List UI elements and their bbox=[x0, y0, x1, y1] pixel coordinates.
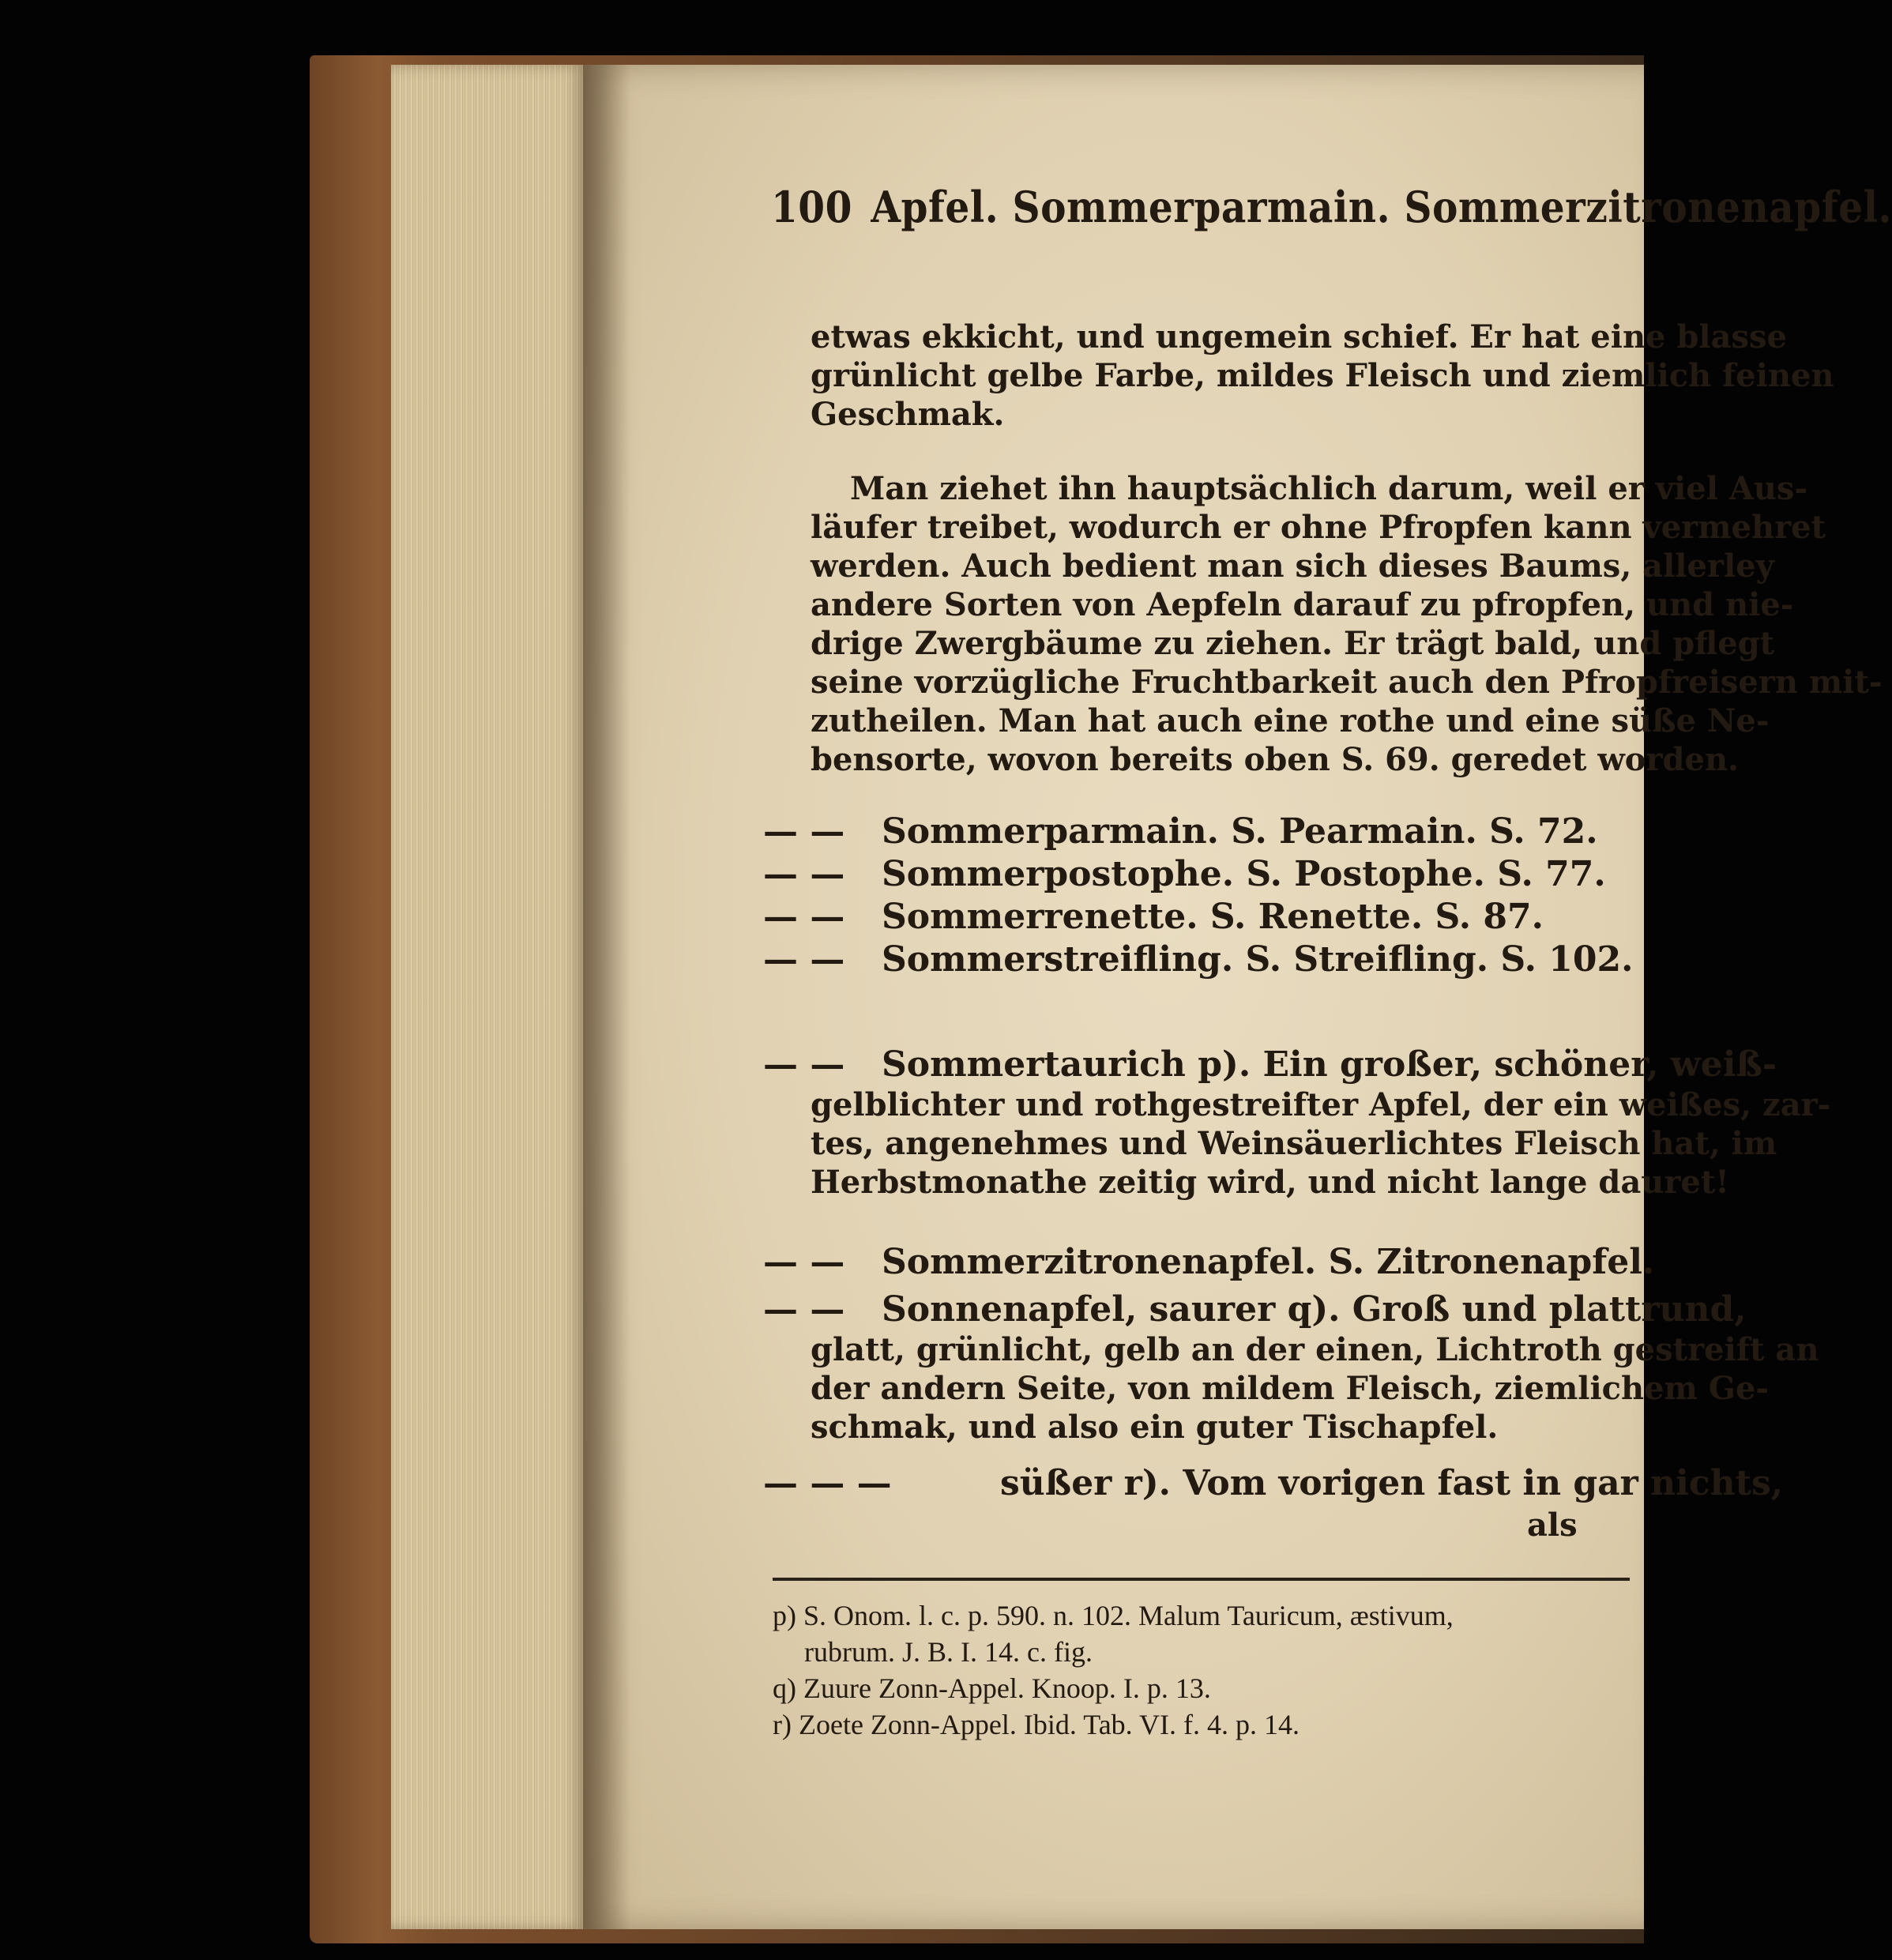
footnote-rule bbox=[773, 1578, 1630, 1581]
running-head bbox=[771, 182, 1892, 232]
text-line: zutheilen. Man hat auch eine rothe und eine süße Ne- bbox=[811, 702, 1770, 739]
entry-heading bbox=[763, 1044, 1777, 1085]
entry-text: Sonnenapfel, saurer q). Groß und plattrund, bbox=[882, 1289, 1747, 1330]
entry-dash: — — bbox=[763, 897, 845, 937]
footnote bbox=[773, 1597, 1634, 1634]
text-line: läufer treibet, wodurch er ohne Pfropfen kann vermehret bbox=[811, 509, 1826, 546]
entry-dash: — — bbox=[763, 1242, 845, 1282]
cross-reference-entry bbox=[763, 939, 1632, 980]
gutter-shadow bbox=[583, 65, 630, 1929]
footnotes bbox=[773, 1597, 1634, 1743]
text-line: gelblichter und rothgestreifter Apfel, der ein weißes, zar- bbox=[811, 1086, 1831, 1123]
entry-dash: — — — bbox=[763, 1463, 892, 1503]
entry-text: Sommerzitronenapfel. S. Zitronenapfel. bbox=[882, 1242, 1655, 1282]
entry-sommertaurich bbox=[763, 1044, 1831, 1202]
text-line: seine vorzügliche Fruchtbarkeit auch den Pfropfreisern mit- bbox=[811, 664, 1883, 701]
cross-reference-entry bbox=[763, 854, 1632, 895]
footnote bbox=[773, 1670, 1634, 1706]
running-title: Apfel. Sommerparmain. Sommerzitronenapfel. bbox=[871, 182, 1892, 232]
catchword: als bbox=[1527, 1507, 1578, 1544]
footnote-text: Zuure Zonn-Appel. Knoop. I. p. 13. bbox=[803, 1672, 1211, 1704]
text-line: grünlicht gelbe Farbe, mildes Fleisch und ziemlich feinen bbox=[811, 357, 1834, 394]
page-edges bbox=[391, 65, 585, 1929]
text-line: Man ziehet ihn hauptsächlich darum, weil er viel Aus- bbox=[850, 470, 1808, 507]
footnote-text: Zoete Zonn-Appel. Ibid. Tab. VI. f. 4. p. 14. bbox=[798, 1709, 1300, 1740]
cross-reference-entry bbox=[763, 811, 1632, 852]
paragraph-1 bbox=[811, 318, 1834, 434]
entry-text: Sommerpostophe. S. Postophe. S. 77. bbox=[882, 854, 1606, 894]
text-line: werden. Auch bedient man sich dieses Baums, allerley bbox=[811, 547, 1774, 585]
text-line: Herbstmonathe zeitig wird, und nicht lange dauret! bbox=[811, 1164, 1729, 1201]
entry-dash: — — bbox=[763, 811, 845, 852]
text-line: tes, angenehmes und Weinsäuerlichtes Fleisch hat, im bbox=[811, 1125, 1777, 1162]
text-line: Geschmak. bbox=[811, 396, 1005, 433]
entry-text: Sommerparmain. S. Pearmain. S. 72. bbox=[882, 811, 1598, 852]
footnote-mark: p) bbox=[773, 1600, 796, 1631]
entry-sommerzitronenapfel bbox=[763, 1242, 1655, 1283]
entry-dash: — — bbox=[763, 854, 845, 894]
text-line: drige Zwergbäume zu ziehen. Er trägt bald, und pflegt bbox=[811, 625, 1775, 662]
footnote bbox=[773, 1706, 1634, 1743]
entry-heading bbox=[763, 1463, 1784, 1504]
footnote-continuation bbox=[773, 1634, 1634, 1670]
text-line: schmak, und also ein guter Tischapfel. bbox=[811, 1409, 1499, 1446]
text-line: andere Sorten von Aepfeln darauf zu pfropfen, und nie- bbox=[811, 586, 1794, 623]
footnote-mark: q) bbox=[773, 1672, 796, 1704]
text-line: etwas ekkicht, und ungemein schief. Er hat eine blasse bbox=[811, 318, 1787, 356]
book-page bbox=[583, 65, 1892, 1929]
entry-suesser bbox=[763, 1463, 1784, 1504]
cross-reference-entry bbox=[763, 897, 1632, 938]
entry-text: süßer r). Vom vorigen fast in gar nichts, bbox=[1000, 1463, 1784, 1503]
cross-reference-list bbox=[763, 811, 1632, 982]
text-line: bensorte, wovon bereits oben S. 69. geredet worden. bbox=[811, 741, 1739, 778]
text-line: der andern Seite, von mildem Fleisch, ziemlichem Ge- bbox=[811, 1370, 1770, 1407]
footnote-text: rubrum. J. B. I. 14. c. fig. bbox=[804, 1636, 1093, 1668]
text-line: glatt, grünlicht, gelb an der einen, Lichtroth gestreift an bbox=[811, 1331, 1819, 1368]
footnote-text: S. Onom. l. c. p. 590. n. 102. Malum Tauricum, æstivum, bbox=[803, 1600, 1454, 1631]
entry-dash: — — bbox=[763, 939, 845, 980]
entry-text: Sommertaurich p). Ein großer, schöner, weiß- bbox=[882, 1044, 1777, 1085]
paragraph-2 bbox=[811, 469, 1883, 779]
entry-dash: — — bbox=[763, 1289, 845, 1330]
entry-text: Sommerrenette. S. Renette. S. 87. bbox=[882, 897, 1544, 937]
entry-sonnenapfel bbox=[763, 1289, 1819, 1446]
entry-heading bbox=[763, 1242, 1655, 1283]
page-number: 100 bbox=[771, 182, 852, 232]
entry-dash: — — bbox=[763, 1044, 845, 1085]
footnote-mark: r) bbox=[773, 1709, 792, 1740]
entry-text: Sommerstreifling. S. Streifling. S. 102. bbox=[882, 939, 1634, 980]
entry-heading bbox=[763, 1289, 1747, 1330]
